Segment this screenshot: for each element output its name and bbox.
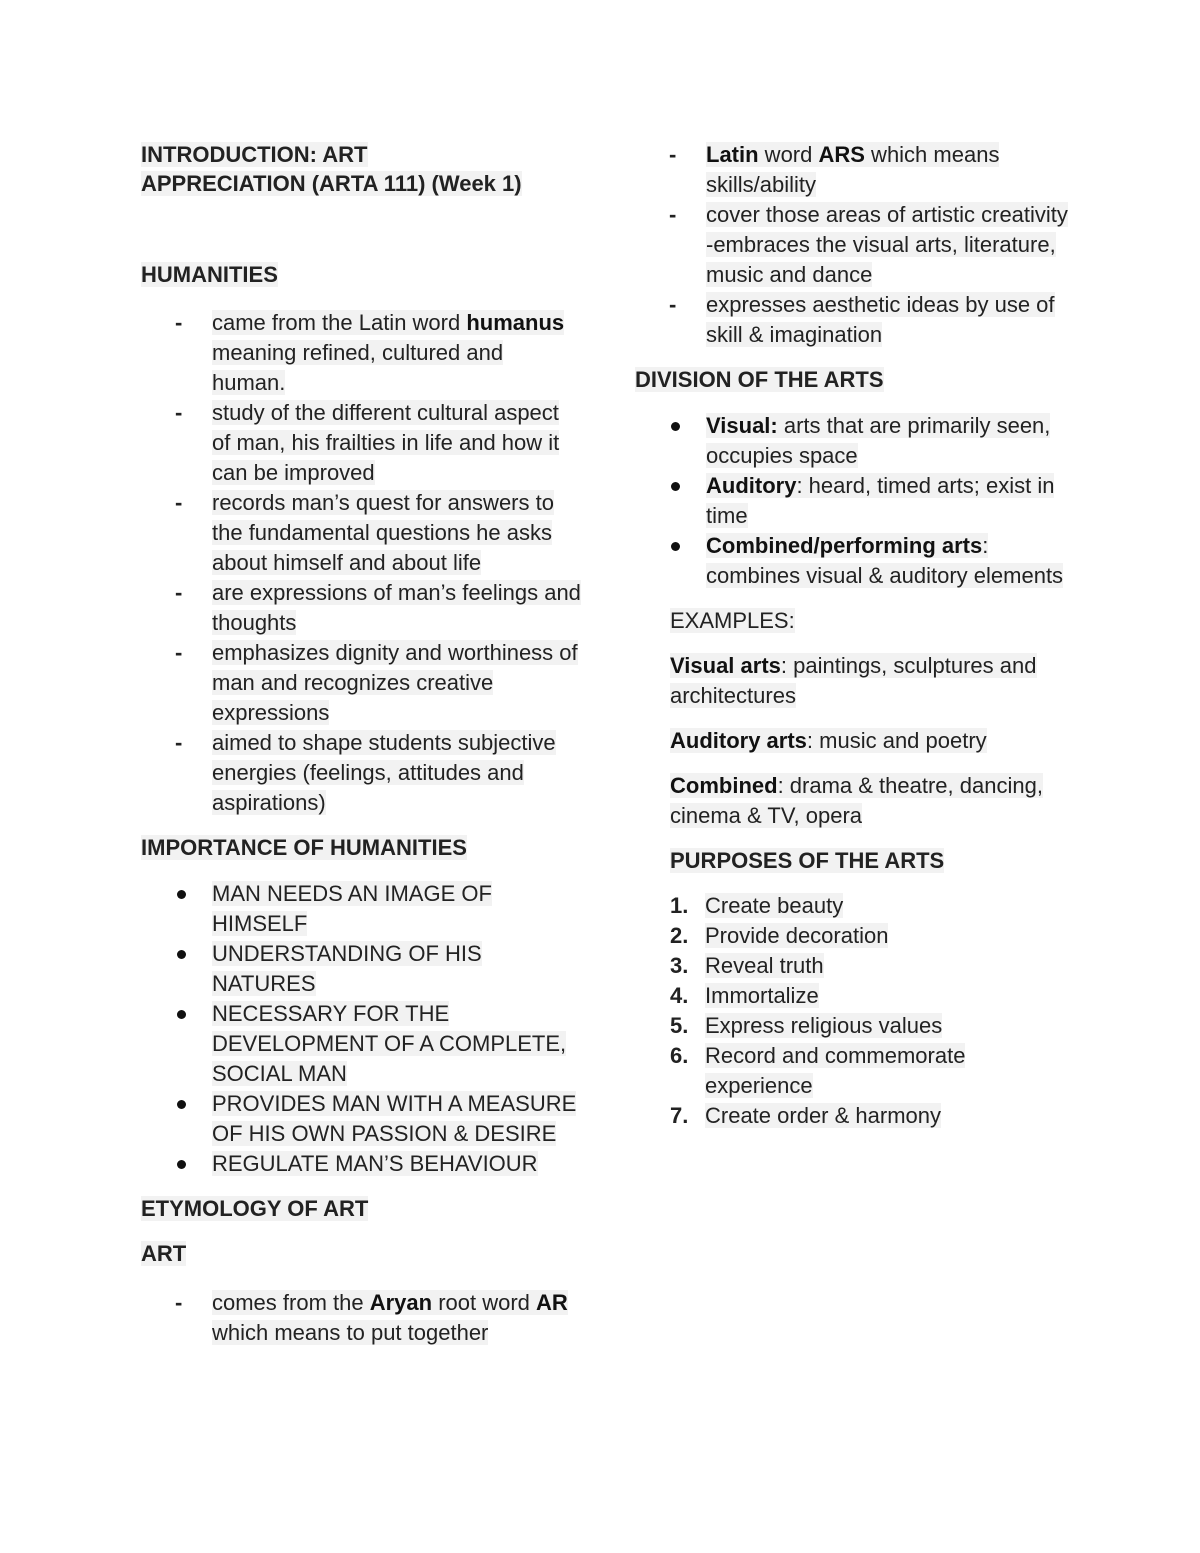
dash-marker: - [669,292,677,317]
art-item-4: expresses aesthetic ideas by use of skill & imagination [706,292,1055,347]
dash-marker: - [175,310,183,335]
title-line-2: APPRECIATION (ARTA 111) (Week 1) [141,171,522,196]
list-item [635,411,1075,471]
humanities-item-2: study of the different cultural aspect of man, his frailties in life and how it can be improved [212,400,560,485]
importance-heading [141,833,581,863]
list-item [670,981,1075,1011]
list-item [141,728,581,818]
number-marker: 6. [670,1043,689,1068]
number-marker: 2. [670,923,689,948]
examples-heading-text: EXAMPLES: [670,608,795,633]
bullet-icon [671,542,680,551]
list-item [141,939,581,999]
importance-item-1: MAN NEEDS AN IMAGE OF HIMSELF [212,881,492,936]
purpose-6: Record and commemorate experience [705,1043,966,1098]
purposes-list [670,891,1075,1131]
purpose-1: Create beauty [705,893,844,918]
examples-combined: Combined: drama & theatre, dancing, cinema & TV, opera [670,773,1043,828]
bullet-icon [671,482,680,491]
purpose-4: Immortalize [705,983,819,1008]
bullet-icon [177,1010,186,1019]
purpose-3: Reveal truth [705,953,824,978]
examples-visual: Visual arts: paintings, sculptures and architectures [670,653,1037,708]
examples-auditory: Auditory arts: music and poetry [670,728,987,753]
number-marker: 7. [670,1103,689,1128]
list-item [670,951,1075,981]
division-auditory: Auditory: heard, timed arts; exist in time [706,473,1055,528]
importance-heading-text: IMPORTANCE OF HUMANITIES [141,835,467,860]
purposes-heading [670,846,1075,876]
dash-marker: - [669,202,677,227]
art-item-2: Latin word ARS which means skills/ability [706,142,1000,197]
art-item-1: comes from the Aryan root word AR which means to put together [212,1290,568,1345]
list-item [141,578,581,638]
dash-marker: - [175,1290,183,1315]
importance-item-5: REGULATE MAN’S BEHAVIOUR [212,1151,538,1176]
list-item [670,1101,1075,1131]
importance-list [141,879,581,1179]
division-visual: Visual: arts that are primarily seen, occupies space [706,413,1051,468]
dash-marker: - [175,640,183,665]
list-item [141,488,581,578]
importance-item-4: PROVIDES MAN WITH A MEASURE OF HIS OWN PASSION & DESIRE [212,1091,577,1146]
purpose-2: Provide decoration [705,923,889,948]
division-heading-text: DIVISION OF THE ARTS [635,367,884,392]
humanities-item-4: are expressions of man’s feelings and thoughts [212,580,581,635]
list-item [141,1089,581,1149]
list-item [670,921,1075,951]
examples-heading [670,606,1075,636]
bullet-icon [671,422,680,431]
dash-marker: - [669,142,677,167]
document-title [141,140,581,198]
list-item [635,200,1075,290]
list-item [670,1041,1075,1101]
dash-marker: - [175,400,183,425]
division-heading [635,365,1075,395]
humanities-item-1: came from the Latin word humanus meaning refined, cultured and human. [212,310,565,395]
humanities-heading-text: HUMANITIES [141,262,278,287]
humanities-item-5: emphasizes dignity and worthiness of man and recognizes creative expressions [212,640,578,725]
art-list-right [635,140,1075,350]
importance-item-3: NECESSARY FOR THE DEVELOPMENT OF A COMPLETE, SOCIAL MAN [212,1001,567,1086]
list-item [670,1011,1075,1041]
importance-item-2: UNDERSTANDING OF HIS NATURES [212,941,482,996]
list-item [635,290,1075,350]
title-line-1: INTRODUCTION: ART [141,142,368,167]
list-item [141,1149,581,1179]
etymology-heading-text: ETYMOLOGY OF ART [141,1196,369,1221]
right-column [635,140,1075,1131]
bullet-icon [177,1160,186,1169]
humanities-heading [141,260,581,290]
division-combined: Combined/performing arts: combines visual & auditory elements [706,533,1064,588]
bullet-icon [177,890,186,899]
list-item [670,891,1075,921]
etymology-heading [141,1194,581,1224]
division-list [635,411,1075,591]
purpose-7: Create order & harmony [705,1103,941,1128]
list-item [635,140,1075,200]
art-list-left [141,1288,581,1348]
humanities-list [141,308,581,818]
purposes-heading-text: PURPOSES OF THE ARTS [670,848,945,873]
left-column [141,140,581,1348]
art-item-3: cover those areas of artistic creativity -embraces the visual arts, literature, music and dance [706,202,1068,287]
purpose-5: Express religious values [705,1013,943,1038]
dash-marker: - [175,580,183,605]
list-item [635,531,1075,591]
dash-marker: - [175,490,183,515]
examples-section [635,606,1075,1131]
number-marker: 3. [670,953,689,978]
list-item [141,638,581,728]
list-item [141,879,581,939]
dash-marker: - [175,730,183,755]
number-marker: 4. [670,983,689,1008]
list-item [141,308,581,398]
list-item [635,471,1075,531]
list-item [141,999,581,1089]
humanities-item-3: records man’s quest for answers to the fundamental questions he asks about himself and about life [212,490,554,575]
list-item [141,398,581,488]
art-subheading [141,1239,581,1269]
number-marker: 5. [670,1013,689,1038]
art-subheading-text: ART [141,1241,187,1266]
bullet-icon [177,950,186,959]
number-marker: 1. [670,893,689,918]
humanities-item-6: aimed to shape students subjective energies (feelings, attitudes and aspirations) [212,730,556,815]
list-item [141,1288,581,1348]
bullet-icon [177,1100,186,1109]
